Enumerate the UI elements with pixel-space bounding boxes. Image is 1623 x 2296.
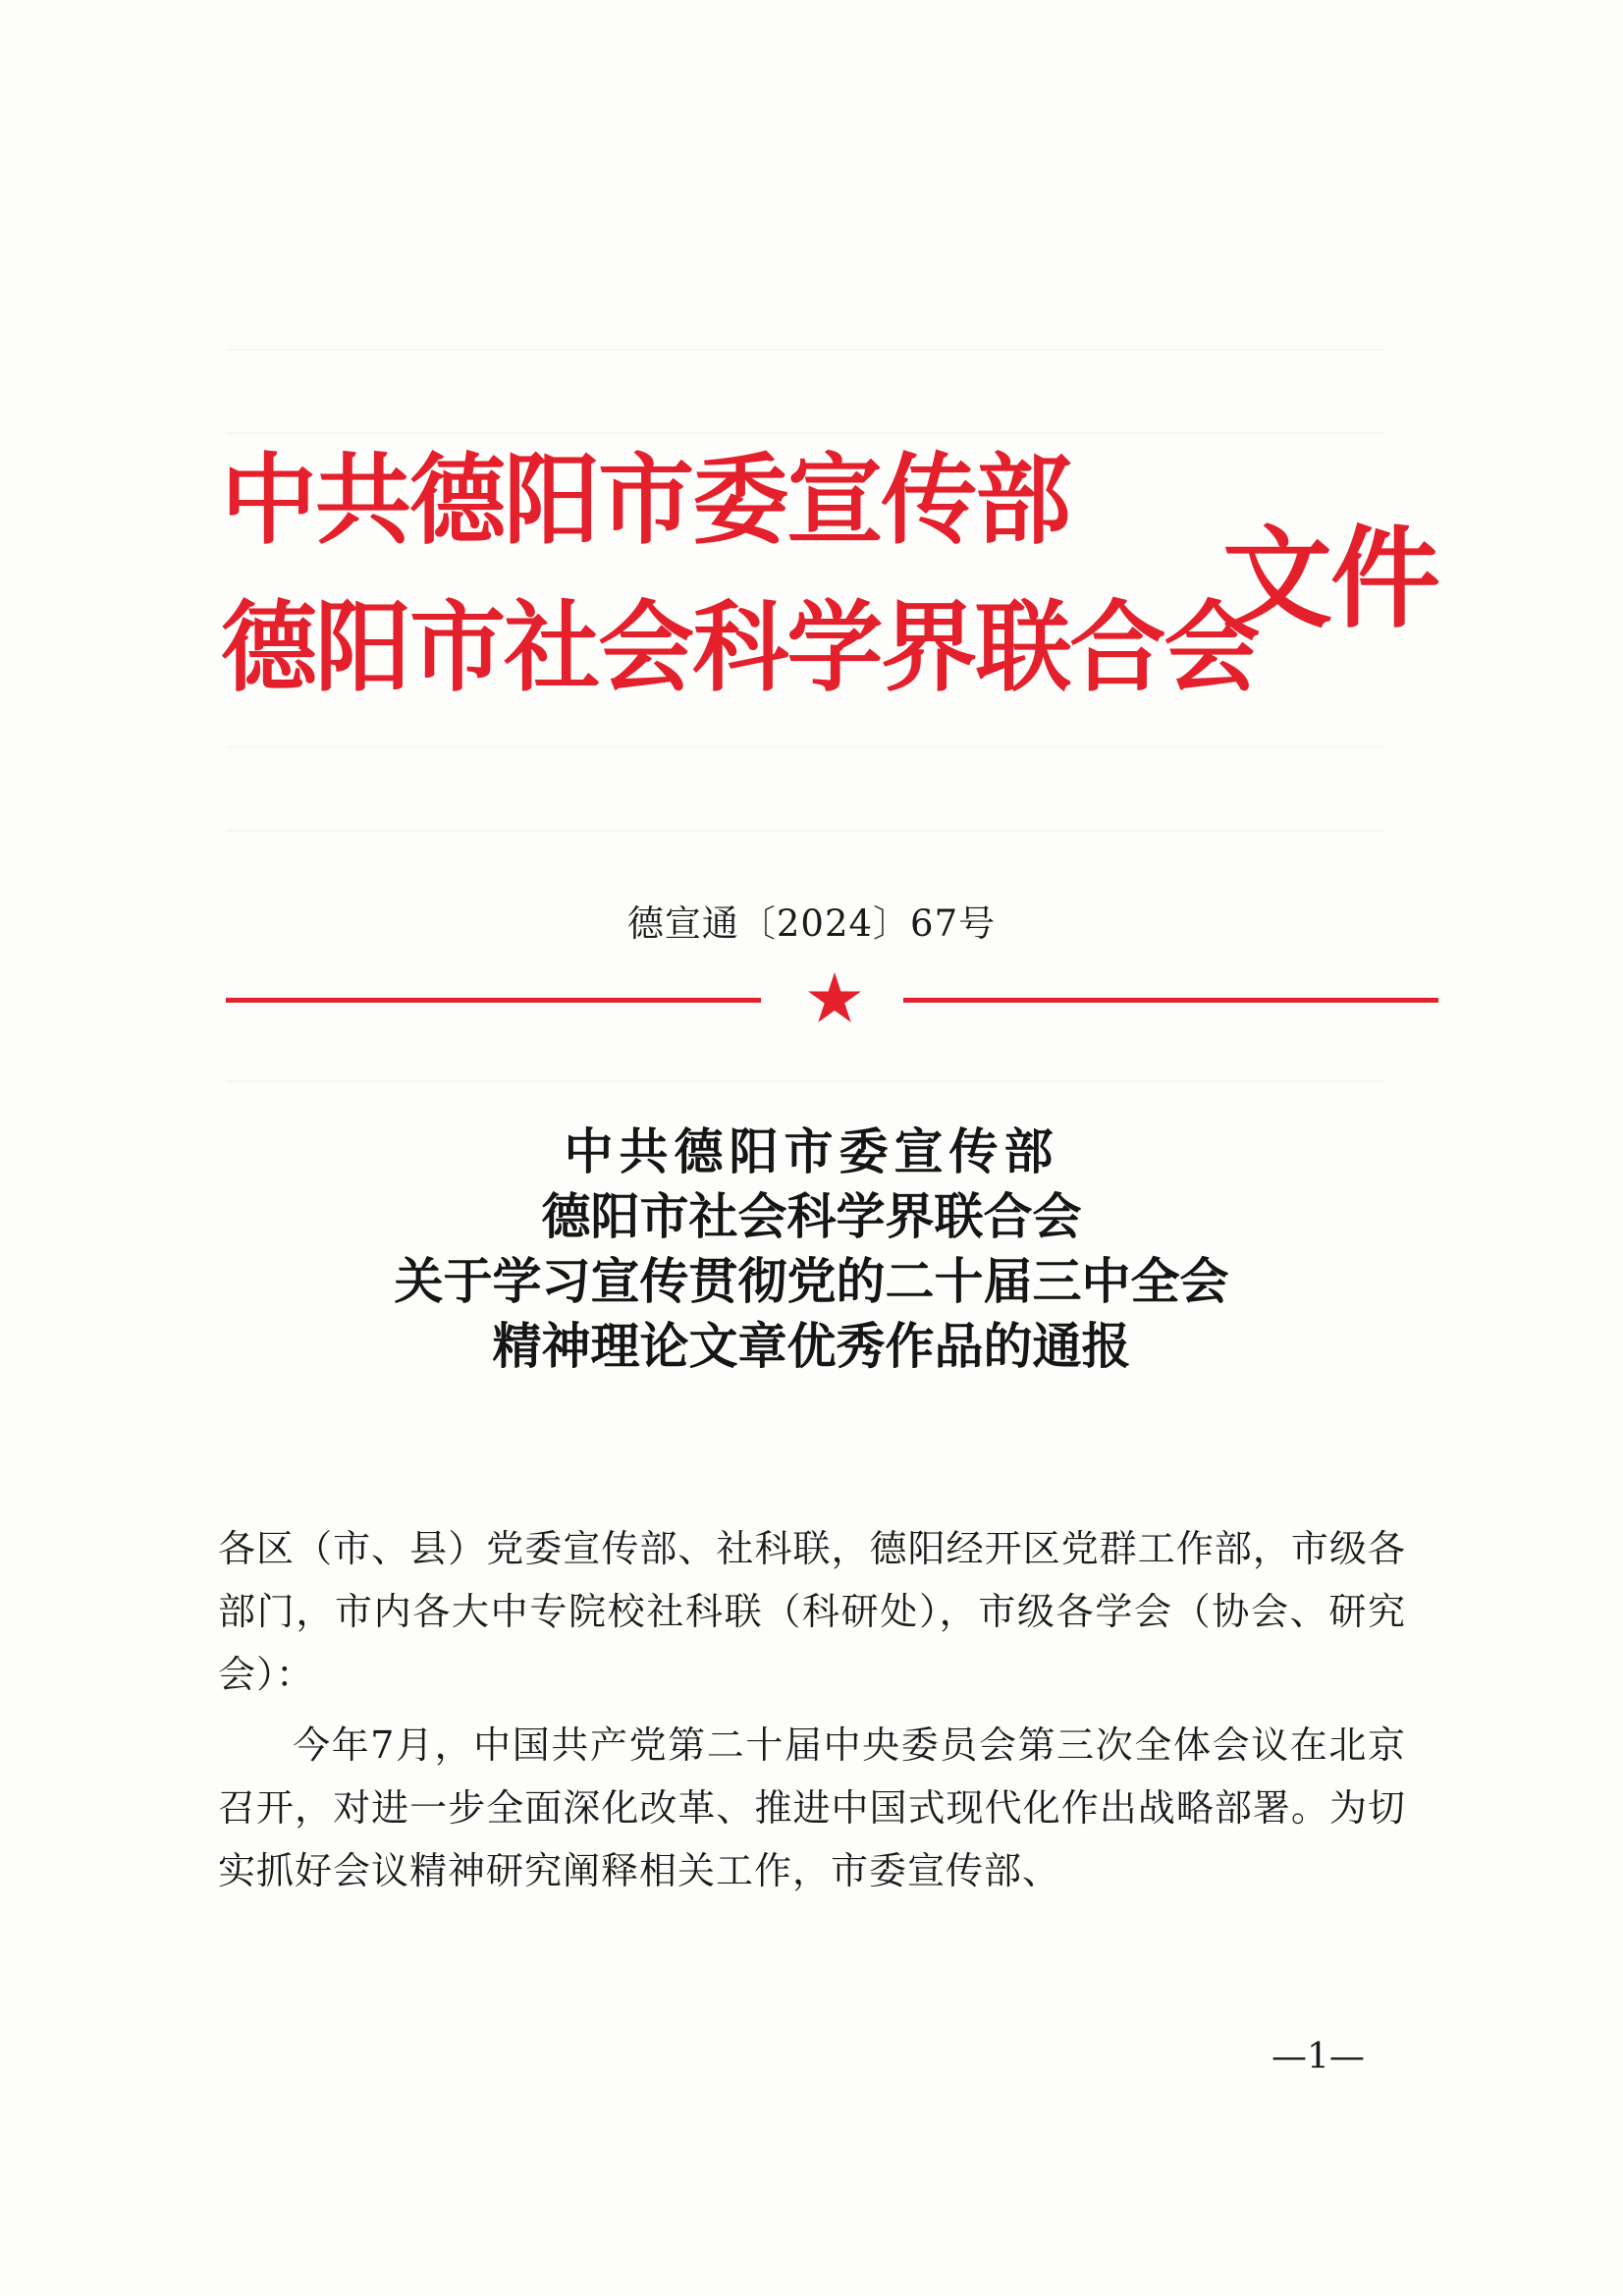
star-icon bbox=[808, 972, 861, 1023]
body-paragraph: 今年7月，中国共产党第二十届中央委员会第三次全体会议在北京召开，对进一步全面深化改革、推进中国式现代化作出战略部署。为切实抓好会议精神研究阐释相关工作，市委宣传部、 bbox=[218, 1723, 1406, 1892]
bleed-texture bbox=[226, 432, 1384, 434]
letterhead-org-1: 中共德阳市委宣传部 bbox=[221, 443, 1070, 558]
red-divider-right bbox=[903, 998, 1438, 1003]
letterhead-org-2: 德阳市社会科学界联合会 bbox=[221, 590, 1259, 705]
page-number: —1— bbox=[1271, 2037, 1365, 2077]
title-line-2: 德阳市社会科学界联合会 bbox=[541, 1188, 1082, 1245]
letterhead-doc-type: 文件 bbox=[1222, 516, 1438, 643]
title-line-1: 中共德阳市委宣传部 bbox=[564, 1123, 1059, 1180]
notice-title bbox=[0, 1120, 1623, 1379]
title-line-3: 关于学习宣传贯彻党的二十届三中全会 bbox=[394, 1253, 1229, 1310]
notice-body bbox=[218, 1517, 1406, 1902]
bleed-texture bbox=[226, 1080, 1384, 1082]
bleed-texture bbox=[226, 349, 1384, 351]
red-letterhead bbox=[221, 443, 1448, 741]
bleed-texture bbox=[226, 830, 1384, 832]
title-line-4: 精神理论文章优秀作品的通报 bbox=[492, 1318, 1131, 1375]
red-divider-left bbox=[226, 998, 761, 1003]
document-number: 德宣通〔2024〕67号 bbox=[626, 902, 997, 945]
addressee-line: 各区（市、县）党委宣传部、社科联，德阳经开区党群工作部，市级各部门，市内各大中专院校社科联（科研处），市级各学会（协会、研究会）： bbox=[218, 1527, 1406, 1696]
bleed-texture bbox=[226, 746, 1384, 748]
